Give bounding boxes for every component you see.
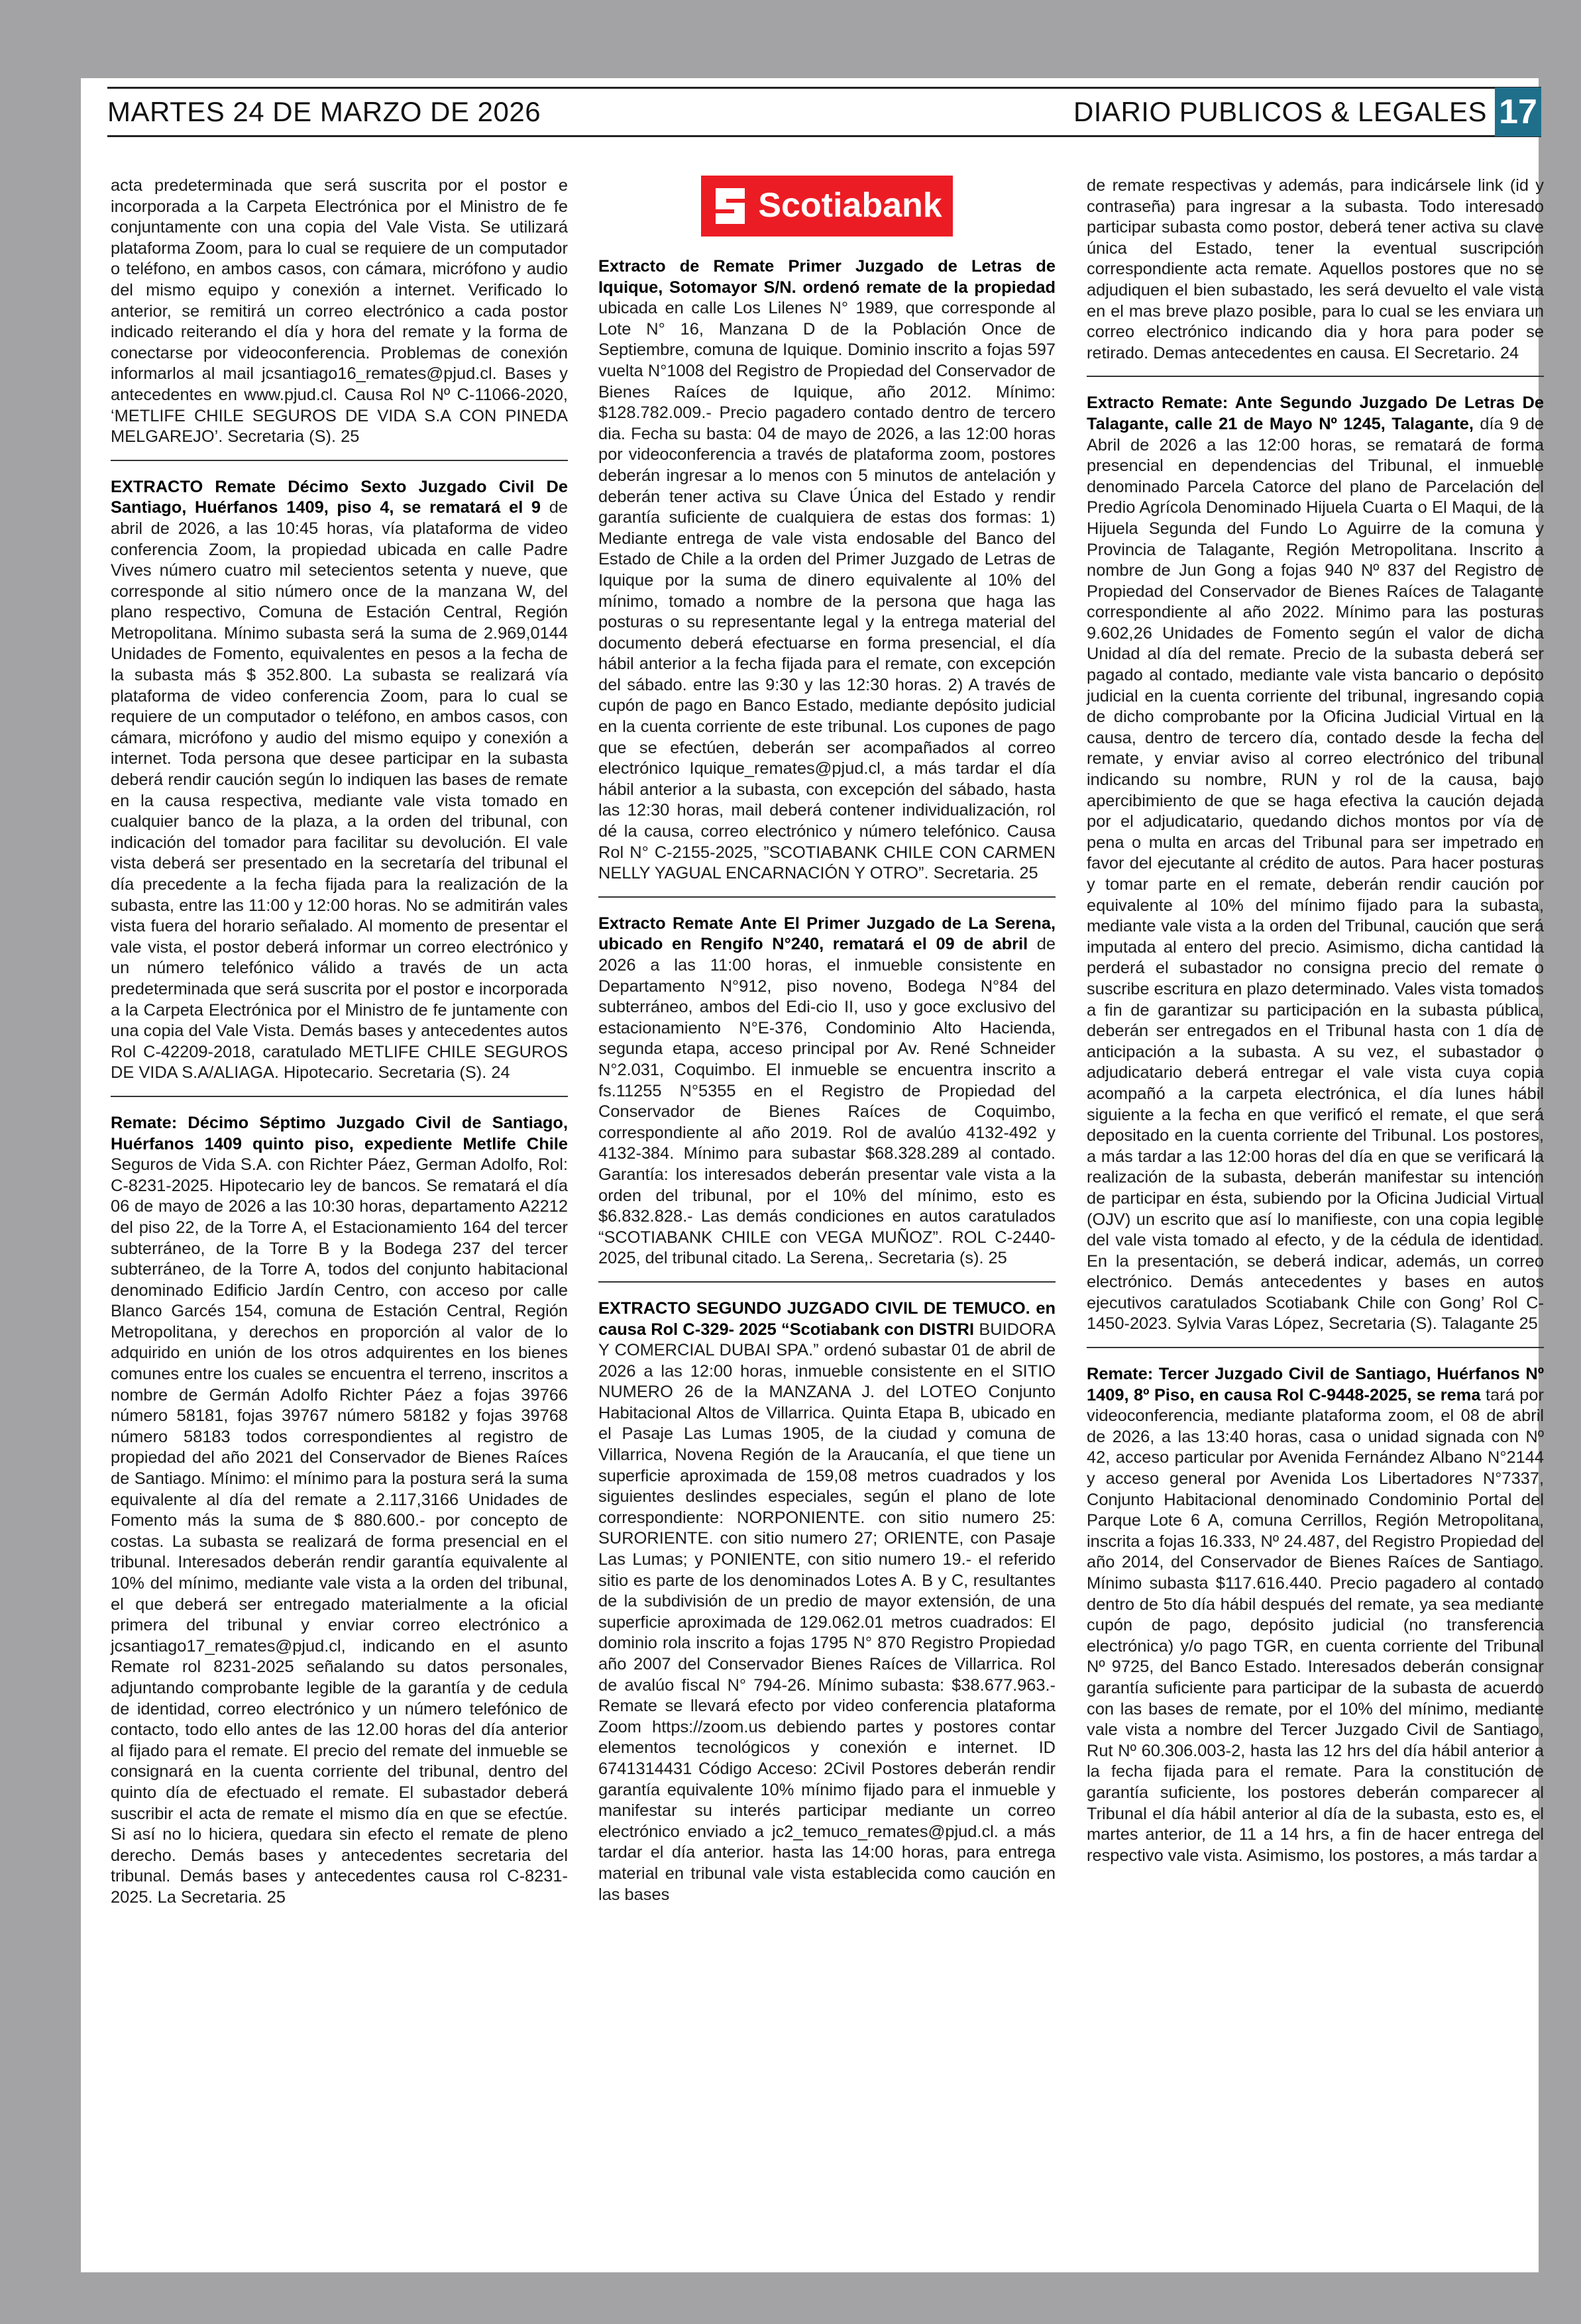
- notice-3-1: [1087, 176, 1544, 377]
- notice-text: Seguros de Vida S.A. con Richter Páez, German Adolfo, Rol: C-8231-2025. Hipotecario ley de bancos. Se rematará el día 06 de mayo de 2026 a las 10:30 horas, departamento A2212 del piso 22, de la Torre A, el Estacionamiento 164 del tercer subterráneo, de la Torre B y la Bodega 237 del tercer subterráneo, de la Torre A, todos del conjunto habitacional denominado Edificio Jardín Centro, con acceso por calle Blanco Garcés 154, comuna de Estación Central, Región Metropolitana, y derechos en proporción al valor de lo adquirido en unión de los otros adquirentes en los bienes comunes entre los cuales se encuentra el terreno, inscritos a nombre de Germán Adolfo Richter Páez a fojas 39766 número 58181, fojas 39767 número 58182 y fojas 39768 número 58183 todos correspondientes al registro de propiedad del año 2021 del Conservador de Bienes Raíces de Santiago. Mínimo: el mínimo para la postura será la suma equivalente al día del remate a 2.117,3166 Unidades de Fomento más la suma de $ 880.600.- por concepto de costas. La subasta se realizará de forma presencial en el tribunal. Interesados deberán rendir garantía equivalente al 10% del mínimo, mediante vale vista a la orden del tribunal, el que deberá ser entregado materialmente a la oficial primera del tribunal y enviar correo electrónico a jcsantiago17_remates@pjud.cl, indicando en el asunto Remate rol 8231-2025 señalando su datos personales, adjuntando comprobante legible de la garantía y de cedula de identidad, correo electrónico y un número telefónico de contacto, todo ello antes de las 12.00 horas del día anterior al fijado para el remate. El precio del remate del inmueble se consignará en la cuenta corriente del tribunal, dentro del quinto día de efectuado el remate. El subastador deberá suscribir el acta de remate el mismo día en que se efectúe. Si así no lo hiciera, quedara sin efecto el remate de pleno derecho. Demás bases y antecedentes secretaria del tribunal. Demás bases y antecedentes causa rol C-8231-2025. La Secretaria. 25: [111, 1155, 568, 1907]
- page-header: [107, 87, 1541, 137]
- notice-2-2: [598, 914, 1056, 1283]
- issue-date: MARTES 24 DE MARZO DE 2026: [107, 96, 541, 127]
- notice-1-1: [111, 176, 568, 461]
- notice-title: Extracto Remate: Ante Segundo Juzgado De Letras De Talagante, calle 21 de Mayo Nº 1245, Talagante,: [1087, 394, 1544, 433]
- notice-text: de abril de 2026, a las 10:45 horas, vía plataforma de video conferencia Zoom, la propiedad ubicada en calle Padre Vives número cuatro mil setecientos setenta y nueve, que corresponde al sitio número once de la manzana W, del plano respectivo, Comuna de Estación Central, Región Metropolitana. Mínimo subasta será la suma de 2.969,0144 Unidades de Fomento, equivalentes en pesos a la fecha de la subasta más $ 352.800. La subasta se realizará vía plataforma de video conferencia Zoom, para lo cual se requiere de un computador o teléfono, en ambos casos, con cámara, micrófono y audio del mismo equipo y conexión a internet. Toda persona que desee participar en la subasta deberá rendir caución según lo indiquen las bases de remate en la causa respectiva, mediante vale vista tomado en cualquier banco de la plaza, a la orden del tribunal, con indicación del tomador para facilitar su devolución. El vale vista deberá ser presentado en la secretaría del tribunal el día precedente a la fecha fijada para la realización de la subasta, entre las 11:00 y 12:00 horas. No se admitirán vales vista fuera del horario señalado. Al momento de presentar el vale vista, el postor deberá informar un correo electrónico y un número telefónico válido a través de un acta predeterminada que será suscrita por el postor e incorporada a la Carpeta Electrónica por el Ministro de fe juntamente con una copia del Vale Vista. Demás bases y antecedentes autos Rol C-42209-2018, caratulado METLIFE CHILE SEGUROS DE VIDA S.A/ALIAGA. Hipotecario. Secretaria (S). 24: [111, 498, 568, 1083]
- logo-text: Scotiabank: [758, 186, 942, 225]
- notice-text: BUIDORA Y COMERCIAL DUBAI SPA.” ordenó subastar 01 de abril de 2026 a las 12:00 horas, inmueble consistente en el SITIO NUMERO 26 de la MANZANA J. del LOTEO Conjunto Habitacional Altos de Villarrica. Quinta Etapa B, ubicado en el Pasaje Las Lumas 1905, de la ciudad y comuna de Villarrica, Novena Región de la Araucanía, el que tiene un superficie aproximada de 159,08 metros cuadrados y los siguientes deslindes especiales, según el plano de lote correspondiente: NORPONIENTE. con sitio numero 25: SURORIENTE. con sitio numero 27; ORIENTE, con Pasaje Las Lumas; y PONIENTE, con sitio numero 19.- el referido sitio es parte de los denominados Lotes A. B y C, resultantes de la subdivisión de un predio de mayor extensión, de una superficie aproximada de 129.062.01 metros cuadrados: El dominio rola inscrito a fojas 1795 N° 870 Registro Propiedad año 2007 del Conservador Bienes Raíces de Villarrica. Rol de avalúo fiscal N° 794-26. Mínimo subasta: $38.677.963.- Remate se llevará efecto por video conferencia plataforma Zoom https://zoom.us debiendo partes y postores contar elementos tecnológicos y conexión e internet. ID 6741314431 Código Acceso: 2Civil Postores deberán rendir garantía equivalente 10% mínimo fijado para el inmueble y manifestar su interés participar mediante un correo electrónico enviado a jc2_temuco_remates@pjud.cl. a más tardar el día anterior. hasta las 14:00 horas, para entrega material en tribunal vale vista establecida como caución en las bases: [598, 1320, 1056, 1904]
- column-3: [1087, 176, 1544, 1894]
- notice-text: acta predeterminada que será suscrita por el postor e incorporada a la Carpeta Electrónica por el Ministro de fe conjuntamente con una copia del Vale Vista. Se utilizará plataforma Zoom, para lo cual se requiere de un computador o teléfono, en ambos casos, con cámara, micrófono y audio del mismo equipo y conexión a internet. Verificado lo anterior, se remitirá un correo electrónico a cada postor indicado reiterando el día y hora del remate y la forma de conectarse por videoconferencia. Problemas de conexión informarlos al mail jcsantiago16_remates@pjud.cl. Bases y antecedentes en www.pjud.cl. Causa Rol Nº C-11066-2020, ‘METLIFE CHILE SEGUROS DE VIDA S.A CON PINEDA MELGAREJO’. Secretaria (S). 25: [111, 176, 568, 447]
- notice-3-2: [1087, 393, 1544, 1348]
- header-right: [1073, 89, 1541, 135]
- notice-title: Extracto de Remate Primer Juzgado de Letras de Iquique, Sotomayor S/N. ordenó remate de la propiedad: [598, 257, 1056, 297]
- notice-title: Remate: Décimo Séptimo Juzgado Civil de Santiago, Huérfanos 1409 quinto piso, expediente Metlife Chile: [111, 1113, 568, 1153]
- notice-1-3: [111, 1113, 568, 1921]
- newspaper-name: DIARIO PUBLICOS & LEGALES: [1073, 96, 1487, 127]
- notice-2-3: [598, 1298, 1056, 1917]
- column-1: [111, 176, 568, 1936]
- notice-title: EXTRACTO SEGUNDO JUZGADO CIVIL DE TEMUCO. en causa Rol C-329- 2025 “Scotiabank con DISTRI: [598, 1298, 1056, 1339]
- scotiabank-s-icon: [712, 184, 749, 228]
- notice-title: EXTRACTO Remate Décimo Sexto Juzgado Civil De Santiago, Huérfanos 1409, piso 4, se rematará el 9: [111, 477, 568, 517]
- notice-2-1: [598, 256, 1056, 898]
- notice-3-3: [1087, 1364, 1544, 1878]
- page-number: 17: [1495, 87, 1541, 136]
- notice-title: Extracto Remate Ante El Primer Juzgado de La Serena, ubicado en Rengifo N°240, rematará el 09 de abril: [598, 914, 1056, 954]
- notice-1-2: [111, 477, 568, 1097]
- notice-text: día 9 de Abril de 2026 a las 12:00 horas, se rematará de forma presencial en dependencias del Tribunal, el inmueble denominado Parcela Catorce del plano de Parcelación del Predio Agrícola Denominado Hijuela Cuarta o El Maqui, de la Hijuela Segunda del Fundo Lo Aguirre de la comuna y Provincia de Talagante, Región Metropolitana. Inscrito a nombre de Jun Gong a fojas 940 Nº 837 del Registro de Propiedad del Conservador de Bienes Raíces de Talagante correspondiente al año 2022. Mínimo para las posturas 9.602,26 Unidades de Fomento según el valor de dicha Unidad al día del remate. Precio de la subasta deberá ser pagado al contado, mediante vale vista bancario o depósito judicial en la cuenta corriente del tribunal, ingresando copia de dicho comprobante por la Oficina Judicial Virtual en la causa, dentro de tercero día, contado desde la fecha del remate, y enviar aviso al correo electrónico del tribunal indicando su nombre, RUN y rol de la causa, bajo apercibimiento de que se haga efectiva la caución dejada por el adjudicatario, quedando dichos montos por vía de pena o multa en arcas del Tribunal para ser impetrado en favor del ejecutante al crédito de autos. Para hacer posturas y tomar parte en el remate, deberán rendir caución por equivalente al 10% del mínimo fijado para la subasta, mediante vale vista a la orden del Tribunal, caución que será imputada al entero del precio. Asimismo, dicha cantidad la perderá el subastador no consigna precio del remate o suscribe escritura en plazo determinado. Vales vista tomados a fin de garantizar su participación en la subasta pública, deberán ser entregados en el Tribunal hasta con 1 día de anticipación a la subasta. A su vez, el subastador o adjudicatario deberá entregar el vale vista cuya copia acompañó a la carpeta electrónica, el día lunes hábil siguiente a la fecha en que verificó el remate, el que será depositado en la cuenta corriente del Tribunal. Los postores, a más tardar a las 12:00 horas del día en que se verificará la realización de la subasta, deberán manifestar su intención de participar en ésta, subiendo por la Oficina Judicial Virtual (OJV) un escrito que así lo manifieste, con una copia legible del vale vista tomado al efecto, y de la cédula de identidad. En la presentación, se deberá indicar, además, un correo electrónico. Demás antecedentes y bases en autos ejecutivos caratulados Scotiabank Chile con Gong’ Rol C-1450-2023. Sylvia Varas López, Secretaria (S). Talagante 25: [1087, 414, 1544, 1334]
- scotiabank-logo: [701, 176, 953, 237]
- notice-text: de remate respectivas y además, para indicársele link (id y contraseña) para ingresar a la subasta. Todo interesado participar subasta como postor, deberá tener activa su clave única del Estado, tener la eventual suscripción correspondiente acta remate. Aquellos postores que no se adjudiquen el bien subastado, les será devuelto el vale vista en el mas breve plazo posible, para lo cual se les enviara un correo electrónico indicando dia y hora para poder se retirado. Demas antecedentes en causa. El Secretario. 24: [1087, 176, 1544, 362]
- notice-title: Remate: Tercer Juzgado Civil de Santiago, Huérfanos Nº 1409, 8º Piso, en causa Rol C-9448-2025, se rema: [1087, 1365, 1544, 1404]
- notice-text: de 2026 a las 11:00 horas, el inmueble consistente en Departamento N°912, piso noveno, Bodega N°84 del subterráneo, ambos del Edi-cio II, uso y goce exclusivo del estacionamiento N°E-376, Condominio Alto Hacienda, segunda etapa, acceso principal por Av. René Schneider N°2.031, Coquimbo. El inmueble se encuentra inscrito a fs.11255 N°5355 en el Registro de Propiedad del Conservador de Bienes Raíces de Coquimbo, correspondiente al año 2019. Rol de avalúo 4132-492 y 4132-384. Mínimo para subastar $68.328.289 al contado. Garantía: los interesados deberán presentar vale vista a la orden del tribunal, por el 10% del mínimo, esto es $6.832.828.- Las demás condiciones en autos caratulados “SCOTIABANK CHILE con VEGA MUÑOZ”. ROL C-2440-2025, del tribunal citado. La Serena,. Secretaria (s). 25: [598, 935, 1056, 1268]
- notice-text: ubicada en calle Los Lilenes N° 1989, que corresponde al Lote N° 16, Manzana D de la Población Once de Septiembre, comuna de Iquique. Dominio inscrito a fojas 597 vuelta N°1008 del Registro de Propiedad del Conservador de Bienes Raíces de Iquique, año 2012. Mínimo: $128.782.009.- Precio pagadero contado dentro de tercero dia. Fecha su basta: 04 de mayo de 2026, a las 12:00 horas por videoconferencia a través de plataforma zoom, postores deberán ingresar a lo menos con 5 minutos de antelación y deberán tener activa su Clave Única del Estado y rendir garantía suficiente de cualquiera de estas dos formas: 1) Mediante entrega de vale vista endosable del Banco del Estado de Chile a la orden del Primer Juzgado de Letras de Iquique por la suma de dinero equivalente al 10% del mínimo, tomado a nombre de la persona que haga las posturas o su representante legal y la entrega material del documento deberá efectuarse en forma presencial, el día hábil anterior a la fecha fijada para el remate, con excepción del sábado. entre las 9:30 y las 12:30 horas. 2) A través de cupón de pago en Banco Estado, mediante depósito judicial en la cuenta corriente de este tribunal. Los cupones de pago que se efectúen, deberán ser acompañados al correo electrónico Iquique_remates@pjud.cl, a más tardar el día hábil anterior a la subasta, con excepción del sábado, hasta las 12:30 horas, mail deberá contener individualización, rol dé la causa, correo electrónico y número telefónico. Causa Rol N° C-2155-2025, ”SCOTIABANK CHILE CON CARMEN NELLY YAGUAL ENCARNACIÓN Y OTRO”. Secretaria. 25: [598, 299, 1056, 883]
- column-2: [598, 176, 1056, 1933]
- notice-text: tará por videoconferencia, mediante plataforma zoom, el 08 de abril de 2026, a las 13:40 horas, casa o unidad signada con Nº 42, acceso particular por Avenida Fernández Albano N°2144 y acceso general por Avenida Los Libertadores N°7337, Conjunto Habitacional denominado Condominio Portal del Parque Lote 6 A, comuna Cerrillos, Región Metropolitana, inscrita a fojas 16.333, Nº 24.487, del Registro Propiedad del año 2014, del Conservador de Bienes Raíces de Santiago. Mínimo subasta $117.616.440. Precio pagadero al contado dentro de 5to día hábil después del remate, ya sea mediante cupón de pago, depósito judicial (no transferencia electrónica) y/o pago TGR, en cuenta corriente del Tribunal Nº 9725, del Banco Estado. Interesados deberán consignar garantía suficiente para participar de la subasta de acuerdo con las bases de remate, por el 10% del mínimo, mediante vale vista a nombre del Tercer Juzgado Civil de Santiago, Rut Nº 60.306.003-2, hasta las 12 hrs del día hábil anterior a la fecha fijada para el remate. Para la constitución de garantía suficiente, los postores deberán comparecer al Tribunal el día hábil anterior al día de la subasta, esto es, el martes anterior, de 11 a 14 hrs, a fin de hacer entrega del respectivo vale vista. Asimismo, los postores, a más tardar a: [1087, 1385, 1544, 1865]
